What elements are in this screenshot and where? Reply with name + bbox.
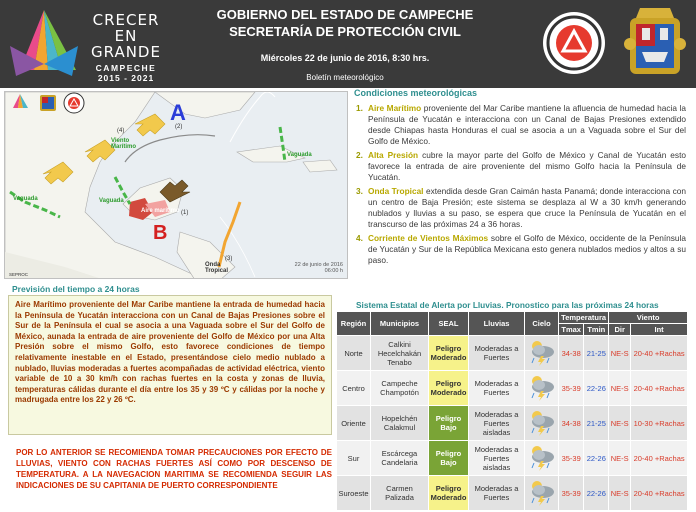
condition-body — [368, 103, 686, 147]
bulletin-date: Miércoles 22 de junio de 2016, 8:30 hrs. — [260, 53, 430, 63]
cell-dir: NE-S — [609, 476, 631, 511]
cell-lluvias: Moderadas a Fuertes aisladas — [469, 406, 525, 441]
condition-number: 3. — [356, 186, 363, 196]
condition-body — [368, 186, 686, 230]
crecer-logo-icon — [4, 6, 84, 82]
map-label-num-4: (4) — [117, 128, 125, 134]
brand-line4: 2015 - 2021 — [97, 73, 155, 83]
col-viento: Viento — [609, 312, 688, 324]
map-label-vaguada-center: Vaguada — [99, 198, 124, 204]
condition-number: 1. — [356, 103, 363, 113]
map-label-onda: Onda Tropical — [205, 262, 229, 274]
prevision-text: Aire Marítimo proveniente del Mar Caribe mantiene la entrada de humedad hacia la Península de Yucatán interacciona con un Canal de Bajas Presiones sobre el Sur de la Península el cual se asocia a una Vaguada sobre el Sur del Golfo de México, aunada la entrada de aire proveniente del Golfo de México por una Alta Presión sobre el mismo Golfo, esto favorece condiciones de tiempo relativamente inestable en el Estado, presentándose cielo medio nublado a nublado, lluvias moderadas a fuertes acompañadas de actividad eléctrica, viento variable de 10 a 30 km/h con rachas fuertes en la costa y zonas de lluvia, temperaturas cálidas durante el día entre los 35 y 39 ºC y cálidas por la noche y madrugada entre los 22 y 26 ºC. — [8, 295, 332, 435]
col-dir: Dir — [609, 324, 631, 336]
cell-region: Sur — [337, 441, 371, 476]
table-row — [337, 336, 688, 371]
page-title — [180, 6, 510, 40]
bulletin-label: Boletín meteorológico — [306, 73, 384, 82]
condition-heading: Alta Presión — [368, 150, 419, 160]
condition-item-1 — [354, 103, 686, 147]
seproc-logo-icon — [9, 92, 31, 114]
map-label-vaguada-right: Vaguada — [287, 152, 312, 158]
map-label-aire: Aire marítimo — [141, 208, 180, 214]
conditions-list — [354, 103, 686, 269]
cell-region: Suroeste — [337, 476, 371, 511]
cell-region: Norte — [337, 336, 371, 371]
col-cielo: Cielo — [525, 312, 559, 336]
storm-cloud-icon — [527, 442, 557, 472]
condition-heading: Corriente de Vientos Máximos — [368, 233, 489, 243]
table-row — [337, 441, 688, 476]
col-temperatura: Temperatura — [559, 312, 609, 324]
cell-tmin: 22-26 — [584, 476, 609, 511]
cell-municipios: Hopelchén Calakmul — [371, 406, 429, 441]
storm-cloud-icon — [527, 337, 557, 367]
map-time: 06:00 h — [324, 268, 343, 274]
storm-cloud-icon — [527, 372, 557, 402]
cell-seal: Peligro Bajo — [429, 441, 469, 476]
table-row — [337, 371, 688, 406]
cell-lluvias: Moderadas a Fuertes — [469, 336, 525, 371]
storm-cloud-icon — [527, 477, 557, 507]
brand-line3: CAMPECHE — [95, 63, 157, 73]
map-label-viento: Viento Marítimo — [111, 138, 137, 150]
map-timestamp — [295, 262, 343, 274]
cell-tmax: 34-38 — [559, 336, 584, 371]
map-date: 22 de junio de 2016 — [294, 262, 343, 268]
map-label-num-3: (3) — [225, 256, 233, 262]
cell-int: 20-40 +Rachas — [631, 441, 688, 476]
gov-line2: SECRETARÍA DE PROTECCIÓN CIVIL — [229, 24, 461, 39]
condition-body — [368, 150, 686, 183]
cell-seal: Peligro Moderado — [429, 476, 469, 511]
condition-item-4 — [354, 233, 686, 266]
col-region: Región — [337, 312, 371, 336]
brand-line2: EN GRANDE — [91, 27, 161, 61]
cell-lluvias: Moderadas a Fuertes aisladas — [469, 441, 525, 476]
seproc-logo-text: SEPROC — [9, 272, 29, 277]
low-pressure-label: B — [153, 222, 168, 244]
cell-cielo — [525, 336, 559, 371]
brand-block — [88, 12, 164, 83]
gov-line1: GOBIERNO DEL ESTADO DE CAMPECHE — [216, 7, 474, 22]
cell-dir: NE-S — [609, 441, 631, 476]
col-tmin: Tmin — [584, 324, 609, 336]
cell-municipios: Escárcega Candelaria — [371, 441, 429, 476]
campeche-seal-icon — [622, 4, 688, 84]
col-seal: SEAL — [429, 312, 469, 336]
alerts-body — [337, 336, 688, 511]
cell-municipios: Calkini Hecelchakán Tenabo — [371, 336, 429, 371]
storm-cloud-icon — [527, 407, 557, 437]
cell-tmax: 35-39 — [559, 371, 584, 406]
condition-body — [368, 233, 686, 266]
map-label-num-1: (1) — [181, 210, 189, 216]
cell-cielo — [525, 371, 559, 406]
map-label-vaguada-left: Vaguada — [13, 196, 38, 202]
weather-map — [4, 91, 348, 279]
condition-item-2 — [354, 150, 686, 183]
col-municipios: Municipios — [371, 312, 429, 336]
map-label-num-a: (2) — [175, 124, 183, 130]
cell-seal: Peligro Bajo — [429, 406, 469, 441]
cell-region: Oriente — [337, 406, 371, 441]
cell-dir: NE-S — [609, 371, 631, 406]
cell-tmin: 22-26 — [584, 441, 609, 476]
prevision-title: Previsión del tiempo a 24 horas — [12, 284, 140, 294]
condition-text: sobre el Golfo de México, occidente de la Península de Yucatán y Sur de la República Mexicana esto genera nublados medios y altos a su paso. — [368, 233, 686, 265]
cell-lluvias: Moderadas a Fuertes — [469, 371, 525, 406]
condition-item-3 — [354, 186, 686, 230]
cell-region: Centro — [337, 371, 371, 406]
cell-int: 20-40 +Rachas — [631, 371, 688, 406]
table-header-row — [337, 312, 688, 324]
cell-cielo — [525, 441, 559, 476]
col-lluvias: Lluvias — [469, 312, 525, 336]
cell-dir: NE-S — [609, 406, 631, 441]
header-bar — [0, 0, 696, 88]
cell-tmax: 35-39 — [559, 441, 584, 476]
cell-tmax: 34-38 — [559, 406, 584, 441]
col-int: Int — [631, 324, 688, 336]
condition-heading: Onda Tropical — [368, 186, 424, 196]
condition-heading: Aire Marítimo — [368, 103, 422, 113]
cell-int: 10-30 +Rachas — [631, 406, 688, 441]
mini-pc-logo-icon — [63, 92, 85, 114]
high-pressure-label: A — [170, 100, 186, 125]
cell-dir: NE-S — [609, 336, 631, 371]
condition-text: extendida desde Gran Caimán hasta Panamá; donde interacciona con un centro de Baja Presión; este sistema se desplaza al W a 30 km/h generando nublados y lluvias a su paso, se espera que cruce la Península de Yucatán en el transcurso de las próximas 24 a 36 horas. — [368, 186, 686, 229]
condition-number: 4. — [356, 233, 363, 243]
warning-text: POR LO ANTERIOR SE RECOMIENDA TOMAR PRECAUCIONES POR EFECTO DE LLUVIAS, VIENTO CON RACHAS FUERTES ASÍ COMO POR DESCENSO DE TEMPERATURA. A LA NAVEGACION MARITIMA SE RECOMIENDA SEGUIR LAS INDICACIONES DE SU CAPITANIA DE PUERTO CORRESPONDIENTE — [16, 448, 332, 490]
mini-seal-icon — [37, 92, 59, 114]
condition-number: 2. — [356, 150, 363, 160]
cell-lluvias: Moderadas a Fuertes — [469, 476, 525, 511]
conditions-title: Condiciones meteorológicas — [354, 88, 478, 98]
brand-line1: CRECER — [92, 11, 160, 29]
cell-tmin: 21-25 — [584, 336, 609, 371]
condition-text: cubre la mayor parte del Golfo de México y Canal de Yucatán esto favorece la entrada de aire proveniente del mismo Golfo hacia la Península de Yucatán. — [368, 150, 686, 182]
cell-tmin: 21-25 — [584, 406, 609, 441]
cell-seal: Peligro Moderado — [429, 371, 469, 406]
cell-cielo — [525, 476, 559, 511]
cell-int: 20-40 +Rachas — [631, 336, 688, 371]
proteccion-civil-logo-icon — [541, 10, 607, 76]
cell-int: 20-40 +Rachas — [631, 476, 688, 511]
table-row — [337, 476, 688, 511]
alerts-table — [336, 311, 688, 511]
col-tmax: Tmax — [559, 324, 584, 336]
condition-text: proveniente del Mar Caribe mantiene la afluencia de humedad hacia la Península de Yucatán e interacciona con un Canal de Bajas Presiones extendido desde Chiapas hasta Honduras el cual se asocia a un a Vaguada sobre el Sur del Golfo de México. — [368, 103, 686, 146]
cell-municipios: Carmen Palizada — [371, 476, 429, 511]
cell-seal: Peligro Moderado — [429, 336, 469, 371]
alerts-title: Sistema Estatal de Alerta por Lluvias. Pronostico para las próximas 24 horas — [356, 300, 659, 310]
cell-tmax: 35-39 — [559, 476, 584, 511]
cell-municipios: Campeche Champotón — [371, 371, 429, 406]
cell-cielo — [525, 406, 559, 441]
cell-tmin: 22-26 — [584, 371, 609, 406]
table-row — [337, 406, 688, 441]
